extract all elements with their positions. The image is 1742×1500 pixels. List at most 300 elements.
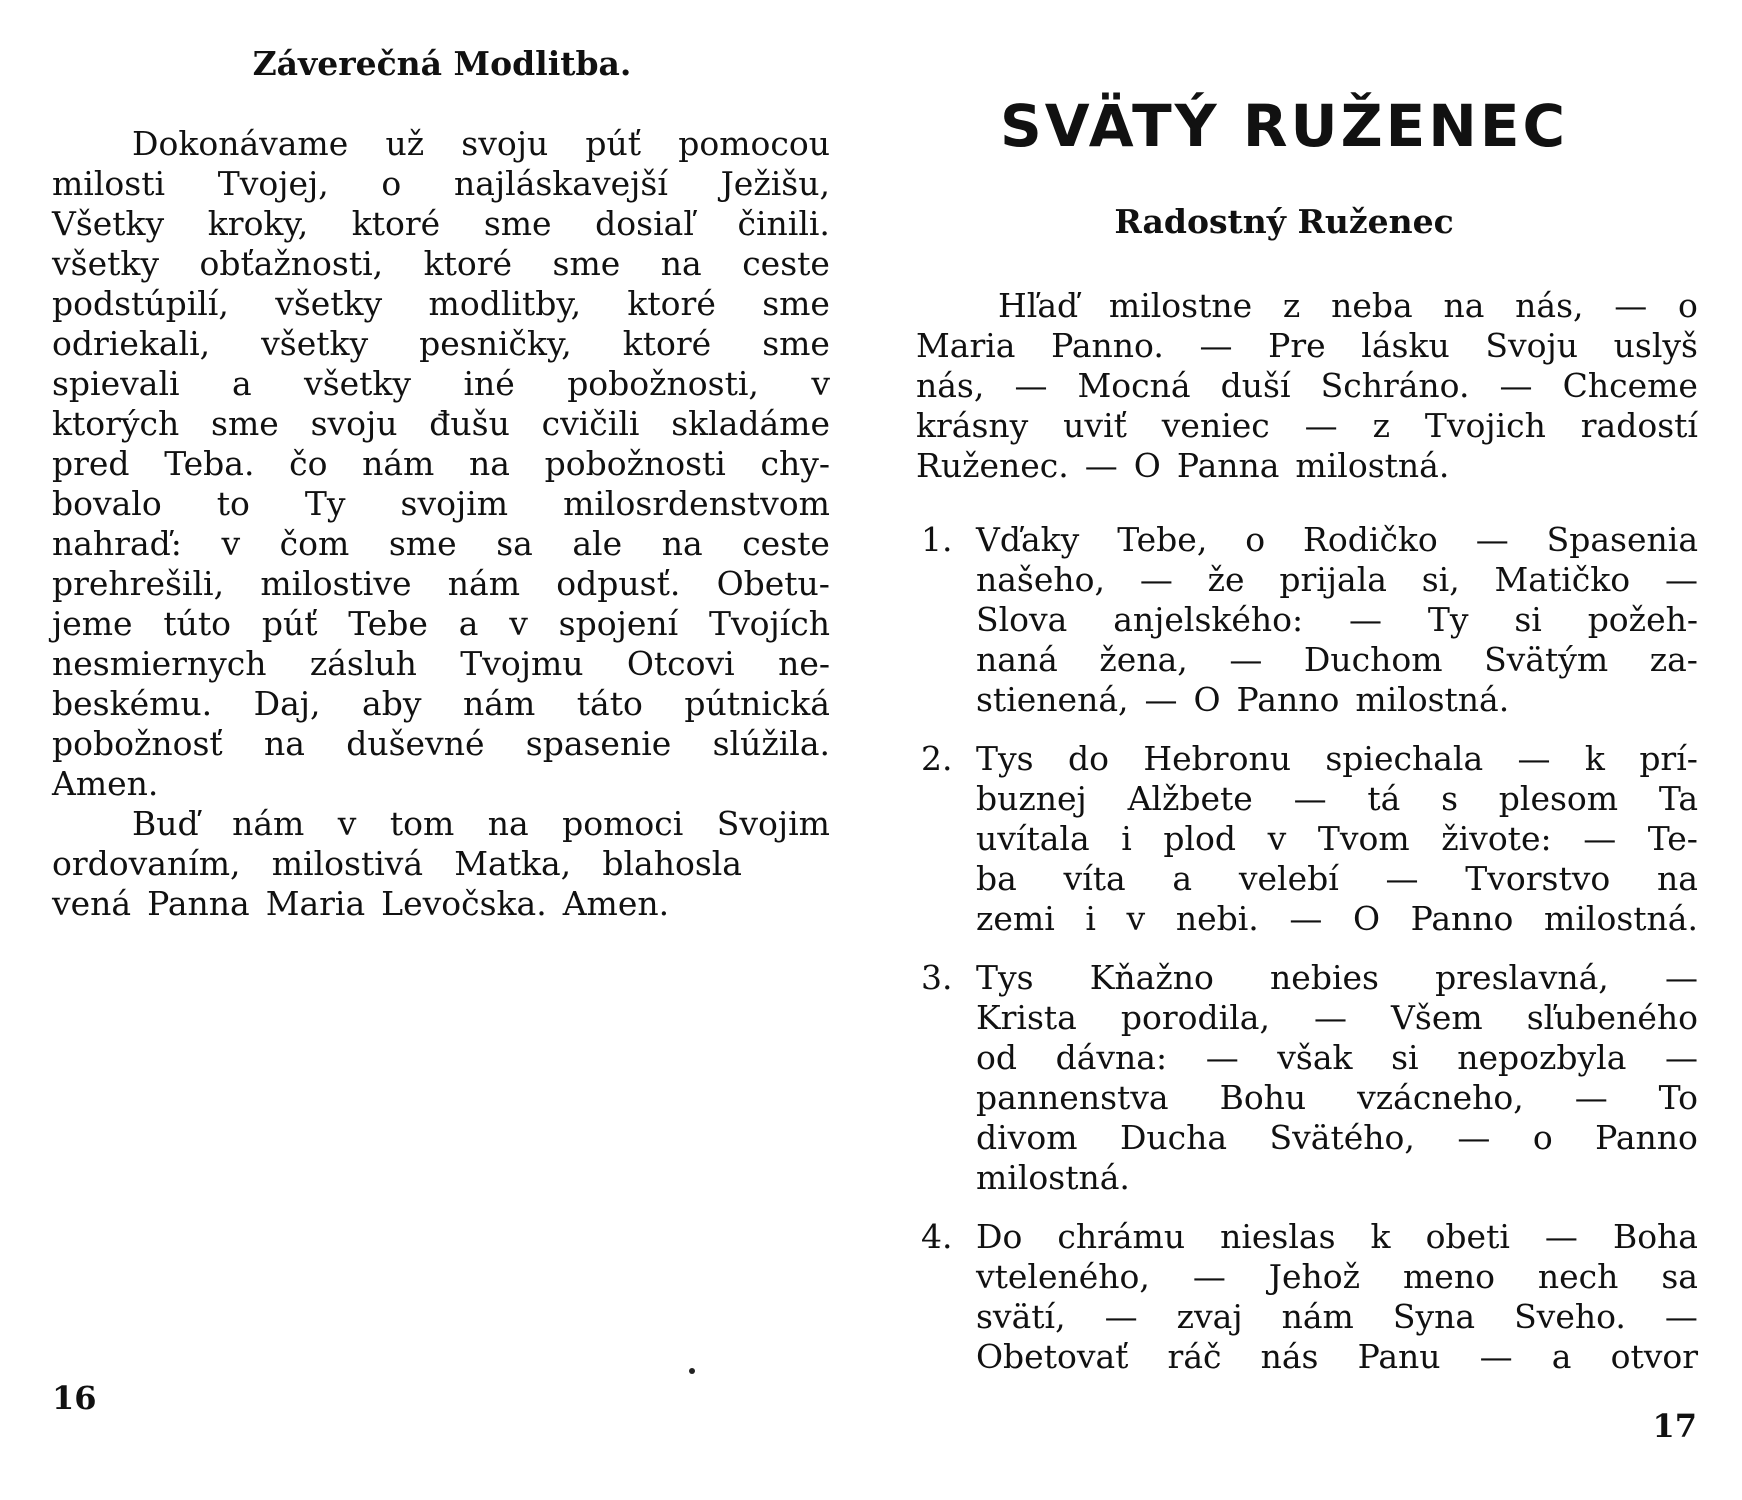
word: aby [362, 684, 422, 723]
word: Obetu- [716, 564, 830, 603]
text-line [976, 1217, 1698, 1257]
word: — [1614, 286, 1648, 325]
word: táto [576, 684, 643, 723]
word: spievali [52, 364, 180, 403]
word: prehrešili, [52, 564, 225, 603]
word: Všetky [52, 204, 165, 243]
word: na [1443, 286, 1485, 325]
word: pobožnosti [544, 444, 726, 483]
word: skladáme [671, 404, 830, 443]
word: najláskavejší [453, 164, 668, 203]
word: pesničky, [419, 324, 572, 363]
print-speck [689, 1368, 695, 1374]
word: — [1664, 1038, 1698, 1077]
text-line [976, 520, 1698, 560]
text-line [52, 324, 830, 364]
word: sme [483, 204, 552, 243]
text-line [976, 739, 1698, 779]
text-line [52, 364, 830, 404]
word: i [1121, 819, 1132, 858]
word: podstúpilí, [52, 284, 229, 323]
word: Panu [1357, 1337, 1441, 1376]
text-line [976, 998, 1698, 1038]
word: o [1532, 1118, 1553, 1157]
word: všetky [275, 284, 383, 323]
word: milostná. [976, 1158, 1130, 1197]
word: za- [1649, 640, 1698, 679]
word: lásku [1361, 326, 1450, 365]
text-line [976, 1078, 1698, 1118]
word: Svojim [716, 804, 830, 843]
word: — [1544, 1217, 1578, 1256]
word: jeme [52, 604, 133, 643]
word: nebies [1270, 958, 1379, 997]
word: sme [388, 524, 457, 563]
word: Kňažno [1089, 958, 1214, 997]
word: ceste [742, 244, 830, 283]
word: Tvojmu [460, 644, 584, 683]
word: z [1372, 406, 1390, 445]
word: o [1245, 520, 1266, 559]
word: v [221, 524, 241, 563]
word: Svätým [1484, 640, 1609, 679]
word: — [1517, 739, 1551, 778]
word: meno [1403, 1257, 1495, 1296]
text-line [976, 680, 1698, 720]
word: k [1370, 1217, 1391, 1256]
word: vená [52, 884, 132, 923]
text-line [916, 326, 1698, 366]
word: To [1658, 1078, 1698, 1117]
word: však [1277, 1038, 1353, 1077]
text-line [976, 958, 1698, 998]
word: dávna: [1055, 1038, 1168, 1077]
word: ba [976, 859, 1017, 898]
word: pútnická [684, 684, 830, 723]
text-line [976, 779, 1698, 819]
word: — [1385, 859, 1419, 898]
word: Panno [1236, 680, 1340, 719]
word: Krista [976, 998, 1077, 1037]
word: Ta [1658, 779, 1698, 818]
word: to [216, 484, 250, 523]
word: Vďaky [976, 520, 1080, 559]
word: Chceme [1562, 366, 1698, 405]
word: ale [572, 524, 623, 563]
word: Matka, [454, 844, 572, 883]
word: Všem [1391, 998, 1483, 1037]
word: uslyš [1613, 326, 1698, 365]
word: pannenstva [976, 1078, 1169, 1117]
word: pobožnosti, [567, 364, 759, 403]
word: Obetovať [976, 1337, 1129, 1376]
word: činili. [737, 204, 830, 243]
rosary-intro [916, 286, 1698, 486]
word: Daj, [253, 684, 321, 723]
text-line [976, 1118, 1698, 1158]
text-line [976, 600, 1698, 640]
word: že [1207, 560, 1245, 599]
word: svoju [461, 124, 549, 163]
word: si [1514, 600, 1542, 639]
word: nás [1260, 1337, 1319, 1376]
word: Ducha [1119, 1118, 1228, 1157]
word: už [385, 124, 425, 163]
word: Amen. [52, 764, 159, 803]
word: milostivá [271, 844, 424, 883]
word: tá [1367, 779, 1401, 818]
word: i [1085, 899, 1096, 938]
word: O [1133, 446, 1161, 485]
word: s [1441, 779, 1458, 818]
word: — [1304, 406, 1338, 445]
word: nám [1281, 1297, 1354, 1336]
text-line [52, 444, 830, 484]
word: sme [762, 324, 830, 363]
word: na [660, 244, 702, 283]
word: od [976, 1038, 1017, 1077]
word: a [1172, 859, 1193, 898]
text-line [976, 1158, 1698, 1198]
word: prí- [1639, 739, 1698, 778]
text-line [52, 804, 830, 844]
word: Buď [132, 804, 199, 843]
word: đušu [429, 404, 510, 443]
word: ktorých [52, 404, 180, 443]
word: sme [762, 284, 830, 323]
word: obťažnosti, [199, 244, 384, 283]
page-number-right: 17 [1652, 1407, 1697, 1445]
word: všetky [52, 244, 160, 283]
word: — [1104, 1297, 1138, 1336]
text-line [52, 844, 742, 884]
word: — [1349, 600, 1382, 639]
word: Svoju [1485, 326, 1578, 365]
word: žena, [1099, 640, 1188, 679]
word: preslavná, [1435, 958, 1609, 997]
word: — [1583, 819, 1617, 858]
word: ktoré [423, 244, 513, 283]
word: — [1192, 1257, 1226, 1296]
text-line [52, 484, 830, 524]
rosary-title: SVÄTÝ RUŽENEC [999, 92, 1569, 160]
stanza-4 [921, 1217, 1698, 1377]
word: ordovaním, [52, 844, 241, 883]
text-line [976, 1337, 1698, 1377]
word: Ruženec. [916, 446, 1069, 485]
word: živote: [1441, 819, 1552, 858]
word: milostive [260, 564, 412, 603]
word: Bohu [1219, 1078, 1307, 1117]
word: spojení [558, 604, 679, 643]
text-line [52, 884, 830, 924]
word: duševné [346, 724, 485, 763]
word: nieslas [1220, 1217, 1336, 1256]
word: túto [163, 604, 232, 643]
word: svoju [310, 404, 398, 443]
word: ktoré [627, 284, 716, 323]
text-line [916, 406, 1698, 446]
word: uvítala [976, 819, 1090, 858]
word: chy- [760, 444, 830, 483]
word: milostná. [1544, 899, 1698, 938]
word: Ty [1427, 600, 1469, 639]
word: velebí [1238, 859, 1339, 898]
word: Sveho. [1514, 1297, 1626, 1336]
text-line [52, 764, 830, 804]
word: spasenie [525, 724, 672, 763]
stanza-number: 3. [921, 958, 953, 997]
word: buznej [976, 779, 1087, 818]
text-line [52, 604, 830, 644]
word: zásluh [309, 644, 417, 683]
word: nepozbyla [1457, 1038, 1627, 1077]
word: Pre [1268, 326, 1326, 365]
word: Boha [1612, 1217, 1698, 1256]
word: — [1289, 899, 1323, 938]
word: — [1475, 520, 1509, 559]
word: Hebronu [1143, 739, 1291, 778]
word: nahraď: [52, 524, 182, 563]
word: neba [1331, 286, 1413, 325]
word: — [1293, 779, 1327, 818]
word: plesom [1498, 779, 1619, 818]
word: blahosla [602, 844, 742, 883]
word: radostí [1580, 406, 1698, 445]
text-line [52, 724, 830, 764]
word: a [1551, 1337, 1572, 1376]
text-line [916, 286, 1698, 326]
word: svojim [400, 484, 509, 523]
word: Dokonávame [132, 124, 349, 163]
word: Tys [976, 739, 1034, 778]
word: bovalo [52, 484, 162, 523]
word: nebi. [1175, 899, 1259, 938]
word: — [1499, 366, 1533, 405]
word: púť [261, 604, 318, 643]
word: Panno [1410, 899, 1514, 938]
page-number-left: 16 [52, 1379, 97, 1417]
word: všetky [304, 364, 412, 403]
word: uviť [1063, 406, 1127, 445]
word: púť [585, 124, 642, 163]
word: sme [552, 244, 621, 283]
word: porodila, [1120, 998, 1270, 1037]
word: — [1205, 1038, 1239, 1077]
stanza-number: 1. [921, 520, 953, 559]
text-line [916, 446, 1698, 486]
word: sa [496, 524, 533, 563]
word: nám [447, 564, 521, 603]
word: kroky, [207, 204, 309, 243]
word: Maria [916, 326, 1016, 365]
word: všetky [261, 324, 369, 363]
word: iné [463, 364, 515, 403]
text-line [52, 284, 830, 324]
word: si [1391, 1038, 1419, 1077]
word: Syna [1392, 1297, 1476, 1336]
word: anjelského: [1113, 600, 1304, 639]
word: Do [976, 1217, 1023, 1256]
word: milostná. [1295, 446, 1450, 485]
text-line [916, 366, 1698, 406]
word: Mocná [1077, 366, 1191, 405]
word: naná [976, 640, 1058, 679]
word: — [1664, 1297, 1698, 1336]
word: Alžbete [1127, 779, 1253, 818]
word: Teba. [164, 444, 255, 483]
word: milostne [1108, 286, 1253, 325]
word: — [1084, 446, 1118, 485]
word: O [1352, 899, 1381, 938]
word: Tys [976, 958, 1034, 997]
text-line [52, 244, 830, 284]
closing-prayer-heading: Záverečná Modlitba. [252, 44, 632, 83]
word: — [1199, 326, 1233, 365]
word: milostná. [1355, 680, 1510, 719]
text-line [976, 560, 1698, 600]
word: z [1282, 286, 1301, 325]
word: zvaj [1176, 1297, 1243, 1336]
word: ne- [778, 644, 830, 683]
text-line [52, 564, 830, 604]
word: nám [463, 684, 536, 723]
word: Panno. [1051, 326, 1164, 365]
word: Ježišu, [720, 164, 830, 203]
word: — [1664, 958, 1698, 997]
word: duší [1220, 366, 1291, 405]
stanza-number: 2. [921, 739, 953, 778]
word: Slova [976, 600, 1068, 639]
word: na [1657, 859, 1698, 898]
word: — [1664, 560, 1698, 599]
closing-prayer-text [52, 124, 830, 924]
word: na [661, 524, 703, 563]
word: — [1229, 640, 1263, 679]
word: v [337, 804, 357, 843]
word: Panno [1595, 1118, 1698, 1157]
word: čom [279, 524, 350, 563]
word: plod [1163, 819, 1237, 858]
word: chrámu [1057, 1217, 1186, 1256]
word: na [487, 804, 529, 843]
word: v [1126, 899, 1146, 938]
word: prijala [1279, 560, 1387, 599]
word: nám [362, 444, 435, 483]
joyful-rosary-subtitle: Radostný Ruženec [1114, 202, 1454, 241]
word: o [1678, 286, 1698, 325]
word: na [263, 724, 305, 763]
word: milosti [52, 164, 166, 203]
word: Schráno. [1320, 366, 1470, 405]
word: Tvom [1317, 819, 1410, 858]
text-line [976, 819, 1698, 859]
word: krásny [916, 406, 1029, 445]
text-line [976, 1038, 1698, 1078]
word: Levočska. [381, 884, 547, 923]
word: Otcovi [626, 644, 735, 683]
word: sme [211, 404, 279, 443]
word: v [509, 604, 528, 643]
word: požeh- [1587, 600, 1698, 639]
word: si, [1421, 560, 1460, 599]
word: zemi [976, 899, 1055, 938]
word: Jehož [1268, 1257, 1361, 1296]
word: pred [52, 444, 130, 483]
word: ceste [742, 524, 830, 563]
word: ráč [1167, 1337, 1222, 1376]
word: v [811, 364, 830, 403]
word: nás, [916, 366, 985, 405]
word: Tebe, [1117, 520, 1208, 559]
text-line [52, 124, 830, 164]
word: beskému. [52, 684, 213, 723]
word: a [231, 364, 252, 403]
word: — [1479, 1337, 1513, 1376]
word: Rodičko [1303, 520, 1438, 559]
word: pomocou [678, 124, 830, 163]
word: tom [389, 804, 455, 843]
word: pobožnosť [52, 724, 223, 763]
word: Duchom [1303, 640, 1443, 679]
word: k [1584, 739, 1605, 778]
stanza-number: 4. [921, 1217, 953, 1256]
word: — [1574, 1078, 1608, 1117]
word: stienená, [976, 680, 1129, 719]
word: otvor [1610, 1337, 1698, 1376]
word: Ty [304, 484, 346, 523]
word: na [469, 444, 510, 483]
word: Tebe [348, 604, 428, 643]
word: sa [1661, 1257, 1698, 1296]
word: do [1067, 739, 1109, 778]
text-line [52, 204, 830, 244]
word: Tvojich [1424, 406, 1546, 445]
word: milosrdenstvom [563, 484, 830, 523]
stanza-3 [921, 958, 1698, 1198]
word: divom [976, 1118, 1078, 1157]
word: nás, [1515, 286, 1584, 325]
text-line [976, 899, 1698, 939]
word: pomoci [562, 804, 684, 843]
word: nám [232, 804, 305, 843]
word: Svätého, [1269, 1118, 1415, 1157]
word: obeti [1425, 1217, 1510, 1256]
right-page [871, 0, 1742, 1500]
word: o [381, 164, 402, 203]
word: v [1267, 819, 1287, 858]
text-line [976, 859, 1698, 899]
word: Tvojích [708, 604, 830, 643]
text-line [52, 404, 830, 444]
word: — [1457, 1118, 1491, 1157]
word: odpusť. [556, 564, 681, 603]
word: Panna [1176, 446, 1280, 485]
word: Tvojej, [217, 164, 329, 203]
word: ktoré [622, 324, 712, 363]
word: — [1139, 560, 1173, 599]
word: nesmiernych [52, 644, 267, 683]
word: spiechala [1325, 739, 1484, 778]
text-line [976, 1257, 1698, 1297]
word: Amen. [562, 884, 670, 923]
word: vzácneho, [1357, 1078, 1524, 1117]
word: Matičko [1494, 560, 1631, 599]
word: našeho, [976, 560, 1106, 599]
stanza-1 [921, 520, 1698, 720]
word: víta [1063, 859, 1126, 898]
word: slúžila. [712, 724, 830, 763]
